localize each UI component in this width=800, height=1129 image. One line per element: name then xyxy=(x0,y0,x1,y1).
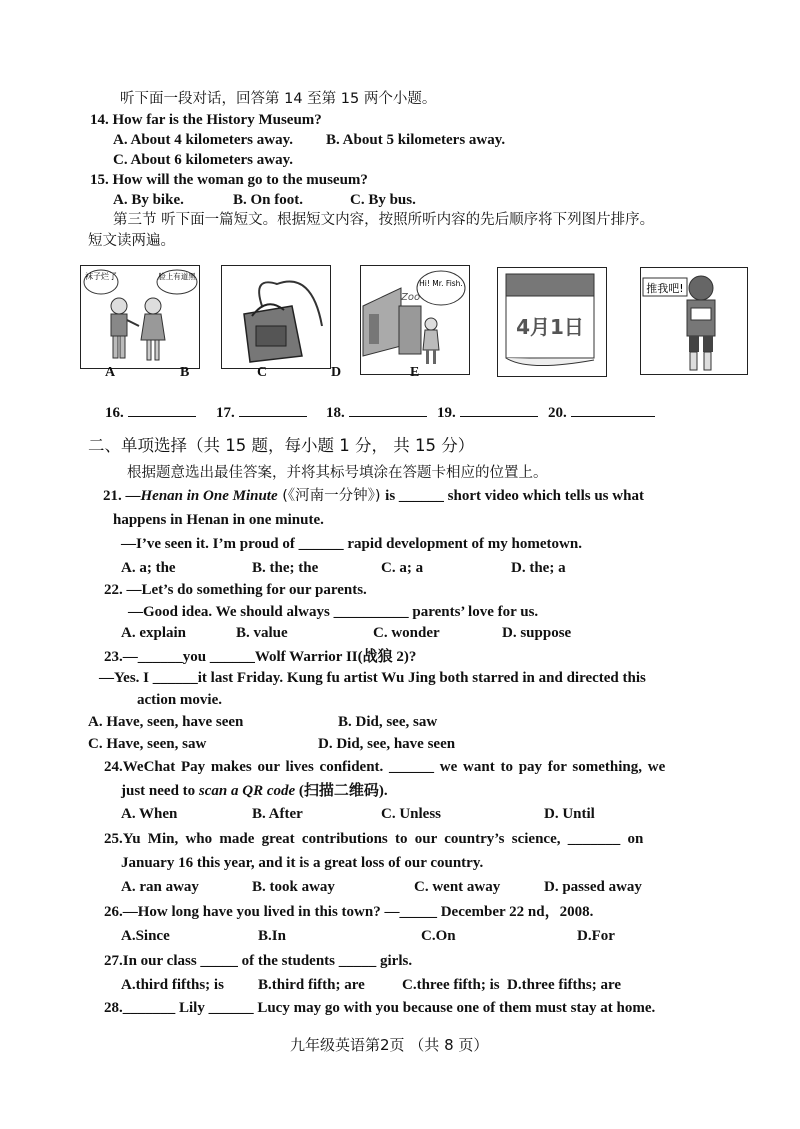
q21-option-a: A. a; the xyxy=(121,560,176,576)
q21-chinese-title: (《河南一分钟》) xyxy=(277,488,386,504)
q23-line3: action movie. xyxy=(137,692,222,708)
picture-push-me xyxy=(640,267,748,375)
q14-option-a: A. About 4 kilometers away. xyxy=(113,132,293,148)
q26-option-c: C.On xyxy=(421,928,456,944)
q15-option-c: C. By bus. xyxy=(350,192,416,208)
q21-title: Henan in One Minute xyxy=(140,488,278,504)
q22-line1: 22. —Let’s do something for our parents. xyxy=(104,582,367,598)
picture-letter-d: D xyxy=(331,365,342,380)
q15-option-b: B. On foot. xyxy=(233,192,304,208)
q24-line2 xyxy=(121,782,388,800)
answer-blank-16[interactable] xyxy=(105,402,196,422)
listening-intro: 听下面一段对话，回答第 14 至第 15 两个小题。 xyxy=(120,91,437,107)
q24-line2-start: just need to xyxy=(121,783,199,799)
q21-option-d: D. the; a xyxy=(511,560,566,576)
q23-line2: —Yes. I ______it last Friday. Kung fu artist Wu Jing both starred in and directed this xyxy=(99,670,646,686)
section3-instruction-cont: 短文读两遍。 xyxy=(88,233,175,249)
q22-option-c: C. wonder xyxy=(373,625,440,641)
q26-option-a: A.Since xyxy=(121,928,170,944)
q27-line1: 27.In our class _____ of the students _____ girls. xyxy=(104,953,413,969)
q25-line1: 25.Yu Min, who made great contributions to our country’s science, _______ on xyxy=(104,831,644,847)
q27-option-a: A.third fifths; is xyxy=(121,977,224,993)
bubble-right-text: 脸上有道黑 xyxy=(158,272,196,281)
q22-option-d: D. suppose xyxy=(502,625,572,641)
calendar-date-text: 4月1日 xyxy=(516,315,584,339)
answer-blank-17[interactable] xyxy=(216,402,307,422)
q25-option-c: C. went away xyxy=(414,879,501,895)
picture-kids-talking xyxy=(80,265,200,369)
blank-number: 19. xyxy=(437,405,456,421)
blank-number: 16. xyxy=(105,405,124,421)
zoo-sign-text: Zoo xyxy=(401,292,421,303)
blank-number: 18. xyxy=(326,405,345,421)
bubble-left-text: 袜子烂了 xyxy=(85,272,117,281)
picture-calendar xyxy=(497,267,607,377)
blank-number: 20. xyxy=(548,405,567,421)
q24-line1: 24.WeChat Pay makes our lives confident. ______ we want to pay for something, we xyxy=(104,759,666,775)
answer-blank-20[interactable] xyxy=(548,402,655,422)
q14-option-b: B. About 5 kilometers away. xyxy=(326,132,506,148)
q15-stem: 15. How will the woman go to the museum? xyxy=(90,172,368,188)
answer-blank-18[interactable] xyxy=(326,402,427,422)
q23-option-d: D. Did, see, have seen xyxy=(318,736,456,752)
blank-number: 17. xyxy=(216,405,235,421)
q27-option-d: D.three fifths; are xyxy=(507,977,621,993)
q15-option-a: A. By bike. xyxy=(113,192,184,208)
picture-zoo xyxy=(360,265,470,375)
q14-option-c: C. About 6 kilometers away. xyxy=(113,152,293,168)
q25-line2: January 16 this year, and it is a great loss of our country. xyxy=(121,855,484,871)
picture-letter-c: C xyxy=(257,365,268,380)
picture-bag xyxy=(221,265,331,369)
q21-line1 xyxy=(103,487,644,505)
q23-option-b: B. Did, see, saw xyxy=(338,714,438,730)
answer-blank-19[interactable] xyxy=(437,402,538,422)
q21-prefix: 21. — xyxy=(103,488,141,504)
page-footer: 九年级英语第2页 （共 8 页） xyxy=(290,1036,489,1054)
q23-line1: 23.—______you ______Wolf Warrior II(战狼 2)? xyxy=(104,649,417,665)
q27-option-c: C.three fifth; is xyxy=(402,977,500,993)
part2-heading: 二、单项选择（共 15 题，每小题 1 分， 共 15 分） xyxy=(88,436,475,455)
q24-option-a: A. When xyxy=(121,806,178,822)
q28-line1: 28._______ Lily ______ Lucy may go with you because one of them must stay at home. xyxy=(104,1000,656,1016)
q23-option-a: A. Have, seen, have seen xyxy=(88,714,244,730)
q25-option-d: D. passed away xyxy=(544,879,642,895)
section3-instruction: 第三节 听下面一篇短文。根据短文内容，按照所听内容的先后顺序将下列图片排序。 xyxy=(113,212,655,228)
zoo-bubble-text: Hi! Mr. Fish. xyxy=(419,279,463,288)
q22-option-b: B. value xyxy=(236,625,288,641)
q26-option-b: B.In xyxy=(258,928,286,944)
picture-letter-b: B xyxy=(180,365,190,380)
q27-option-b: B.third fifth; are xyxy=(258,977,365,993)
q22-option-a: A. explain xyxy=(121,625,187,641)
part2-instruction: 根据题意选出最佳答案，并将其标号填涂在答题卡相应的位置上。 xyxy=(127,465,548,481)
q14-stem: 14. How far is the History Museum? xyxy=(90,112,322,128)
q21-option-c: C. a; a xyxy=(381,560,424,576)
picture-letter-e: E xyxy=(410,365,420,380)
picture-letter-a: A xyxy=(105,365,116,380)
q21-rest: is ______ short video which tells us what xyxy=(385,488,644,504)
q22-line2: —Good idea. We should always __________ parents’ love for us. xyxy=(128,604,539,620)
q24-option-d: D. Until xyxy=(544,806,595,822)
q23-option-c: C. Have, seen, saw xyxy=(88,736,207,752)
q26-option-d: D.For xyxy=(577,928,615,944)
q25-option-a: A. ran away xyxy=(121,879,199,895)
q24-option-b: B. After xyxy=(252,806,303,822)
q21-option-b: B. the; the xyxy=(252,560,319,576)
q24-line2-end: (扫描二维码). xyxy=(295,783,388,799)
q21-line3: —I’ve seen it. I’m proud of ______ rapid development of my hometown. xyxy=(121,536,582,552)
q26-line1: 26.—How long have you lived in this town? —_____ December 22 nd，2008. xyxy=(104,904,594,920)
q21-line2: happens in Henan in one minute. xyxy=(113,512,324,528)
push-me-sign-text: 推我吧! xyxy=(646,282,684,295)
q24-option-c: C. Unless xyxy=(381,806,442,822)
q25-option-b: B. took away xyxy=(252,879,335,895)
q24-qr-phrase: scan a QR code xyxy=(198,783,296,799)
